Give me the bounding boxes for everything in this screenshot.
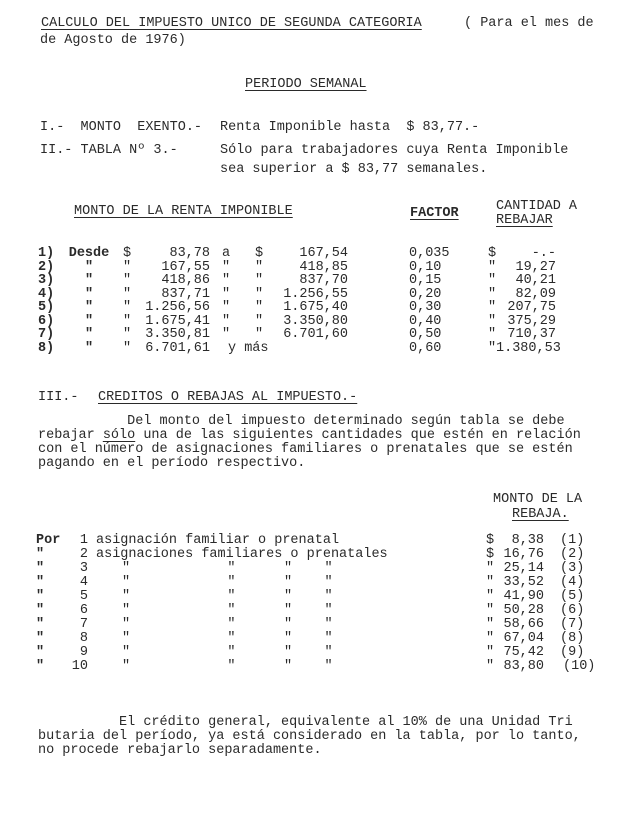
tax-row-4-cur2: " (254, 286, 264, 302)
tax-row-2-from: 167,55 (161, 259, 210, 275)
credit-row-5-por: " (36, 589, 45, 604)
tax-row-3-factor: 0,15 (409, 273, 442, 288)
tax-row-7-cur1: " (122, 327, 132, 342)
credit-row-10-cur: " (485, 659, 495, 674)
tax-row-1-to: 167,54 (299, 246, 348, 261)
tax-row-5-rcur: " (487, 300, 497, 315)
section-i-text: Renta Imponible hasta $ 83,77.- (220, 120, 480, 135)
section-iii-title: CREDITOS O REBAJAS AL IMPUESTO.- (98, 390, 358, 405)
credit-row-7-ref: (7) (560, 617, 585, 632)
section-i-label: I.- MONTO EXENTO.- (40, 120, 203, 135)
tax-row-6-factor: 0,40 (409, 313, 442, 329)
credit-row-8-amount: 67,04 (503, 631, 544, 646)
tax-row-4-n: 4) (38, 286, 55, 302)
section-iii-para-line2 (38, 429, 581, 443)
tax-row-4-rcur: " (487, 286, 497, 302)
credit-row-8-cur: " (485, 631, 495, 646)
tax-row-3-from: 418,86 (161, 273, 210, 288)
credit-row-10-ref: (10) (563, 659, 596, 674)
tax-row-5-from-word: " (84, 300, 94, 315)
credit-row-4-cur: " (485, 575, 495, 590)
credit-row-6-cur: " (485, 603, 495, 618)
document-title: CALCULO DEL IMPUESTO UNICO DE SEGUNDA CATEGORIA (41, 16, 422, 31)
credit-row-8-n: 8 (79, 631, 88, 646)
credit-row-3-cur: " (485, 561, 495, 576)
tax-row-7-to-word: " (222, 327, 231, 342)
section-ii-text-line2: sea superior a $ 83,77 semanales. (220, 162, 488, 177)
tax-row-7-factor: 0,50 (409, 327, 442, 342)
tax-row-3-rebate: 40,21 (515, 273, 556, 288)
tax-row-6-cur1: " (122, 313, 132, 329)
tax-row-3-from-word: " (84, 273, 94, 288)
tax-row-2-from-word: " (84, 259, 94, 275)
credit-row-10-amount: 83,80 (503, 659, 544, 674)
footer-line3: no procede rebajarlo separadamente. (38, 743, 322, 758)
tax-row-8-from-word: " (84, 340, 94, 356)
credit-row-5-cur: " (485, 589, 495, 604)
subtitle-weekly-period: PERIODO SEMANAL (245, 77, 367, 92)
credit-row-1-ref: (1) (560, 533, 585, 548)
tax-row-2-rebate: 19,27 (515, 259, 556, 275)
credit-row-3-desc: " " " " (122, 561, 333, 576)
footer-line1: El crédito general, equivalente al 10% de una Unidad Tri (38, 715, 573, 730)
footer-line2: butaria del período, ya está considerado en la tabla, por lo tanto, (38, 729, 581, 744)
credit-row-1-desc: asignación familiar o prenatal (96, 533, 340, 548)
tax-row-8-cur1: " (122, 340, 132, 356)
credit-row-8-por: " (36, 631, 45, 646)
tax-row-4-to: 1.256,55 (283, 286, 348, 302)
credit-row-6-ref: (6) (560, 603, 585, 618)
credit-row-1-n: 1 (79, 533, 88, 548)
tax-row-2-factor: 0,10 (409, 259, 442, 275)
period-text-line2: de Agosto de 1976) (40, 33, 186, 48)
tax-row-8-to-word: y más (228, 340, 269, 356)
tax-row-6-cur2: " (254, 313, 264, 329)
tax-row-8-rcur: " (487, 340, 497, 356)
tax-row-5-cur2: " (254, 300, 264, 315)
credit-row-9-desc: " " " " (122, 645, 333, 660)
header-taxable-income: MONTO DE LA RENTA IMPONIBLE (74, 204, 293, 219)
credit-row-9-cur: " (485, 645, 495, 660)
credit-row-2-ref: (2) (560, 547, 585, 562)
tax-row-2-rcur: " (487, 259, 497, 275)
credit-row-7-cur: " (485, 617, 495, 632)
tax-row-6-from: 1.675,41 (145, 313, 210, 329)
tax-row-2-cur2: " (254, 259, 264, 275)
tax-row-1-n: 1) (38, 246, 55, 261)
header-rebate-amount-line2: REBAJA. (512, 507, 569, 522)
header-factor: FACTOR (410, 206, 459, 221)
header-rebate-amount-line1: MONTO DE LA (493, 492, 583, 507)
tax-row-6-rebate: 375,29 (507, 313, 556, 329)
tax-row-5-to-word: " (222, 300, 231, 315)
credit-row-5-ref: (5) (560, 589, 585, 604)
tax-row-7-rcur: " (487, 327, 497, 342)
credit-row-9-ref: (9) (560, 645, 585, 660)
para-text: una de las siguientes cantidades que estén en relación (135, 428, 581, 443)
tax-row-6-to-word: " (222, 313, 231, 329)
credit-row-9-por: " (36, 645, 45, 660)
tax-row-6-from-word: " (84, 313, 94, 329)
tax-row-5-cur1: " (122, 300, 132, 315)
header-rebate-line2: REBAJAR (496, 213, 553, 228)
tax-row-7-cur2: " (254, 327, 264, 342)
credit-row-10-desc: " " " " (122, 659, 333, 674)
credit-row-1-por: Por (36, 533, 61, 548)
section-iii-para-line4: pagando en el período respectivo. (38, 456, 306, 471)
tax-row-6-rcur: " (487, 313, 497, 329)
tax-row-8-factor: 0,60 (409, 340, 442, 356)
credit-row-6-desc: " " " " (122, 603, 333, 618)
section-ii-text-line1: Sólo para trabajadores cuya Renta Imponible (220, 143, 569, 158)
tax-row-1-from-word: Desde (68, 246, 110, 261)
tax-row-1-from: 83,78 (169, 246, 210, 261)
period-text-line1: ( Para el mes de (464, 16, 594, 31)
credit-row-6-n: 6 (79, 603, 88, 618)
tax-row-3-rcur: " (487, 273, 497, 288)
tax-row-5-to: 1.675,40 (283, 300, 348, 315)
credit-row-7-amount: 58,66 (503, 617, 544, 632)
credit-row-6-por: " (36, 603, 45, 618)
tax-row-3-to: 837,70 (299, 273, 348, 288)
credit-row-2-desc: asignaciones familiares o prenatales (96, 547, 388, 562)
credit-row-1-amount: 8,38 (511, 533, 544, 548)
credit-row-9-n: 9 (79, 645, 88, 660)
section-iii-para-line1: Del monto del impuesto determinado según tabla se debe (38, 414, 565, 429)
tax-row-4-from-word: " (84, 286, 94, 302)
section-iii-label: III.- (38, 390, 79, 405)
credit-row-5-amount: 41,90 (503, 589, 544, 604)
tax-row-7-from-word: " (84, 327, 94, 342)
credit-row-5-n: 5 (79, 589, 88, 604)
section-iii-para-line3: con el número de asignaciones familiares o prenatales que se estén (38, 442, 573, 457)
tax-row-7-from: 3.350,81 (145, 327, 210, 342)
credit-row-3-por: " (36, 561, 45, 576)
credit-row-10-n: 10 (71, 659, 88, 674)
tax-row-5-factor: 0,30 (409, 300, 442, 315)
credit-row-10-por: " (36, 659, 45, 674)
header-rebate-line1: CANTIDAD A (496, 199, 578, 214)
tax-row-5-rebate: 207,75 (507, 300, 556, 315)
credit-row-2-cur: $ (485, 547, 495, 562)
tax-row-1-factor: 0,035 (409, 246, 450, 261)
tax-row-5-from: 1.256,56 (145, 300, 210, 315)
tax-row-8-from: 6.701,61 (145, 340, 210, 356)
para-emphasis: sólo (102, 428, 136, 443)
credit-row-4-amount: 33,52 (503, 575, 544, 590)
credit-row-4-desc: " " " " (122, 575, 333, 590)
credit-row-3-ref: (3) (560, 561, 585, 576)
tax-row-7-to: 6.701,60 (283, 327, 348, 342)
tax-row-1-to-word: a (222, 246, 231, 261)
credit-row-2-amount: 16,76 (503, 547, 544, 562)
credit-row-2-n: 2 (79, 547, 88, 562)
tax-row-1-rcur: $ (487, 246, 497, 261)
section-ii-label: II.- TABLA Nº 3.- (40, 143, 178, 158)
tax-row-4-rebate: 82,09 (515, 286, 556, 302)
tax-row-7-n: 7) (38, 327, 55, 342)
tax-row-2-cur1: " (122, 259, 132, 275)
credit-row-4-n: 4 (79, 575, 88, 590)
credit-row-3-amount: 25,14 (503, 561, 544, 576)
tax-row-8-n: 8) (38, 340, 55, 356)
credit-row-7-n: 7 (79, 617, 88, 632)
credit-row-7-desc: " " " " (122, 617, 333, 632)
tax-row-4-from: 837,71 (161, 286, 210, 302)
tax-row-3-cur2: " (254, 273, 264, 288)
credit-row-4-ref: (4) (560, 575, 585, 590)
tax-row-6-to: 3.350,80 (283, 313, 348, 329)
credit-row-3-n: 3 (79, 561, 88, 576)
tax-row-4-cur1: " (122, 286, 132, 302)
tax-row-6-n: 6) (38, 313, 55, 329)
credit-row-8-ref: (8) (560, 631, 585, 646)
credit-row-6-amount: 50,28 (503, 603, 544, 618)
tax-row-2-to: 418,85 (299, 259, 348, 275)
credit-row-5-desc: " " " " (122, 589, 333, 604)
credit-row-4-por: " (36, 575, 45, 590)
credit-row-2-por: " (36, 547, 45, 562)
credit-row-8-desc: " " " " (122, 631, 333, 646)
tax-row-8-rebate: 1.380,53 (496, 340, 561, 356)
tax-row-5-n: 5) (38, 300, 55, 315)
tax-row-1-cur1: $ (122, 246, 132, 261)
tax-row-3-to-word: " (222, 273, 231, 288)
tax-row-4-to-word: " (222, 286, 231, 302)
tax-row-2-n: 2) (38, 259, 55, 275)
tax-row-2-to-word: " (222, 259, 231, 275)
tax-row-4-factor: 0,20 (409, 286, 442, 302)
tax-row-7-rebate: 710,37 (507, 327, 556, 342)
credit-row-1-cur: $ (485, 533, 495, 548)
tax-row-3-cur1: " (122, 273, 132, 288)
para-text: rebajar (38, 428, 103, 443)
tax-row-1-rebate: -.- (531, 246, 556, 261)
credit-row-7-por: " (36, 617, 45, 632)
tax-row-3-n: 3) (38, 273, 55, 288)
tax-row-1-cur2: $ (254, 246, 264, 261)
credit-row-9-amount: 75,42 (503, 645, 544, 660)
